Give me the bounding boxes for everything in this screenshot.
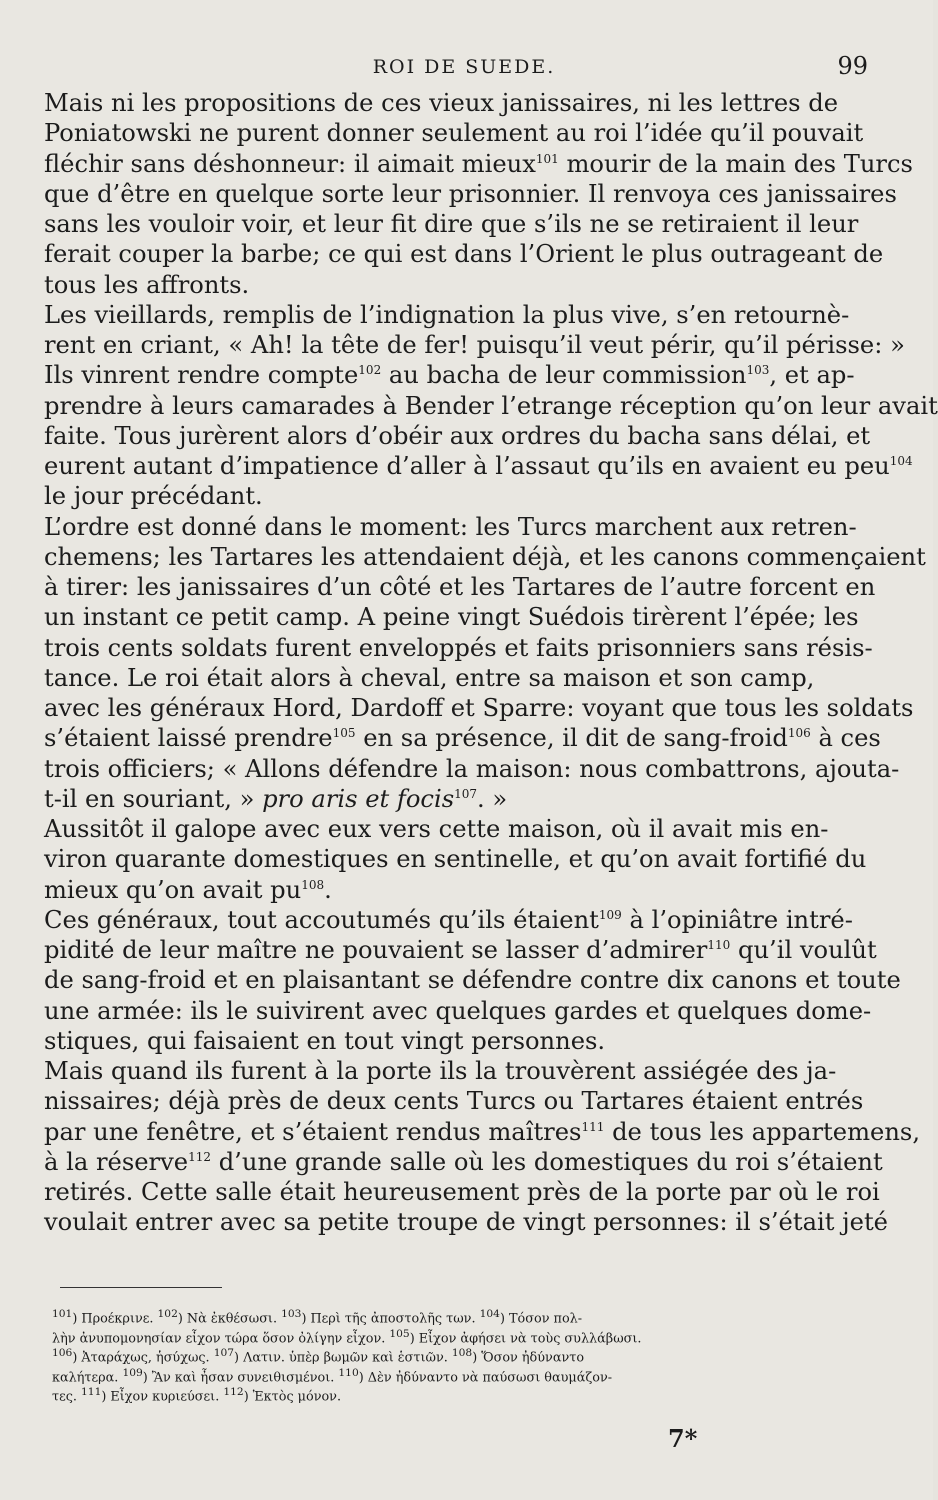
text-line: t-il en souriant, » pro aris et focis$^{107}$. » (44, 784, 508, 813)
text-line: Ces généraux, tout accoutumés qu’ils étaient$^{109}$ à l’opiniâtre intré- (44, 905, 853, 934)
text-line: prendre à leurs camarades à Bender l’etrange réception qu’on leur avait (44, 391, 938, 420)
text-line: à tirer: les janissaires d’un côté et les Tartares de l’autre forcent en (44, 573, 876, 601)
footnote-line: καλήτερα. $^{109}$) Ἂν καὶ ἦσαν συνειθισμένοι. $^{110}$) Δὲν ἠδύναντο νὰ παύσωσι θαυμάζον- (52, 1365, 613, 1385)
text-line: voulait entrer avec sa petite troupe de vingt personnes: il s’était jeté (44, 1208, 888, 1237)
text-line: rent en criant, « Ah! la tête de fer! puisqu’il veut périr, qu’il périsse: » (44, 331, 905, 359)
text-line: faite. Tous jurèrent alors d’obéir aux ordres du bacha sans délai, et (44, 421, 871, 450)
text-line: Mais quand ils furent à la porte ils la trouvèrent assiégée des ja- (44, 1057, 837, 1085)
footnote-line: $^{106}$) Ἀταράχως, ἡσύχως. $^{107}$) Λατιν. ὑπὲρ βωμῶν καὶ ἑστιῶν. $^{108}$) Ὅσον ἠδύναντο (52, 1346, 585, 1366)
body-text (44, 88, 938, 1238)
text-line: que d’être en quelque sorte leur prisonnier. Il renvoya ces janissaires (44, 179, 897, 208)
text-line: chemens; les Tartares les attendaient déjà, et les canons commençaient (44, 542, 926, 571)
page-number: 99 (837, 52, 868, 80)
text-line: trois officiers; « Allons défendre la maison: nous combattrons, ajouta- (44, 754, 900, 783)
footnote-line: λὴν ἀνυπομονησίαν εἶχον τώρα ὅσον ὀλίγην εἶχον. $^{105}$) Εἶχον ἀφήσει νὰ τοὺς συλλάβωσι. (52, 1326, 642, 1346)
text-line: eurent autant d’impatience d’aller à l’assaut qu’ils en avaient eu peu$^{104}$ (44, 452, 913, 480)
footnote-line: $^{101}$) Προέκρινε. $^{102}$) Νὰ ἐκθέσωσι. $^{103}$) Περὶ τῆς ἀποστολῆς των. $^{104}$) Τόσον πολ- (52, 1307, 583, 1327)
text-line: viron quarante domestiques en sentinelle, et qu’on avait fortifié du (44, 845, 867, 874)
text-line: L’ordre est donné dans le moment: les Turcs marchent aux retren- (44, 512, 857, 541)
text-line: Poniatowski ne purent donner seulement au roi l’idée qu’il pouvait (44, 119, 864, 148)
text-line: Aussitôt il galope avec eux vers cette maison, où il avait mis en- (44, 815, 829, 843)
text-line: fléchir sans déshonneur: il aimait mieux$^{101}$ mourir de la main des Turcs (44, 149, 913, 178)
text-line: tous les affronts. (44, 270, 250, 299)
text-line: le jour précédant. (44, 482, 263, 511)
text-line: Ils vinrent rendre compte$^{102}$ au bacha de leur commission$^{103}$, et ap- (44, 361, 855, 390)
footnotes (52, 1304, 822, 1405)
text-line: s’étaient laissé prendre$^{105}$ en sa présence, il dit de sang-froid$^{106}$ à ces (44, 724, 881, 753)
text-line: sans les vouloir voir, et leur fit dire que s’ils ne se retiraient il leur (44, 210, 859, 238)
text-line: mieux qu’on avait $pu^{108}$. (44, 875, 332, 904)
text-line: par une fenêtre, et s’étaient rendus maîtres$^{111}$ de tous les appartemens, (44, 1117, 921, 1146)
text-line: Les vieillards, remplis de l’indignation la plus vive, s’en retournè- (44, 300, 850, 329)
text-line: nissaires; déjà près de deux cents Turcs ou Tartares étaient entrés (44, 1087, 864, 1116)
text-line: de sang-froid et en plaisantant se défendre contre dix canons et toute (44, 966, 901, 995)
text-line: Mais ni les propositions de ces vieux janissaires, ni les lettres de (44, 89, 839, 117)
signature-mark: 7* (668, 1424, 698, 1453)
text-line: à la réserve$^{112}$ d’une grande salle où les domestiques du roi s’étaient (44, 1147, 883, 1176)
text-line: tance. Le roi était alors à cheval, entre sa maison et son camp, (44, 663, 815, 692)
text-line: retirés. Cette salle était heureusement près de la porte par où le roi (44, 1178, 880, 1206)
text-line: ferait couper la barbe; ce qui est dans l’Orient le plus outrageant de (44, 240, 884, 269)
footnote-separator (60, 1287, 222, 1288)
text-line: avec les généraux Hord, Dardoff et Sparre: voyant que tous les soldats (44, 694, 914, 722)
text-line: une armée: ils le suivirent avec quelques gardes et quelques dome- (44, 996, 872, 1025)
text-line: trois cents soldats furent enveloppés et faits prisonniers sans résis- (44, 633, 873, 662)
running-head: ROI DE SUEDE. (372, 56, 556, 78)
footnote-line: τες. $^{111}$) Εἶχον κυριεύσει. $^{112}$) Ἐκτὸς μόνον. (52, 1385, 342, 1405)
text-line: stiques, qui faisaient en tout vingt personnes. (44, 1026, 606, 1055)
text-line: pidité de leur maître ne pouvaient se lasser d’admirer$^{110}$ qu’il voulût (44, 936, 877, 964)
page-header (60, 52, 868, 86)
text-line: un instant ce petit camp. A peine vingt Suédois tirèrent l’épée; les (44, 603, 859, 632)
